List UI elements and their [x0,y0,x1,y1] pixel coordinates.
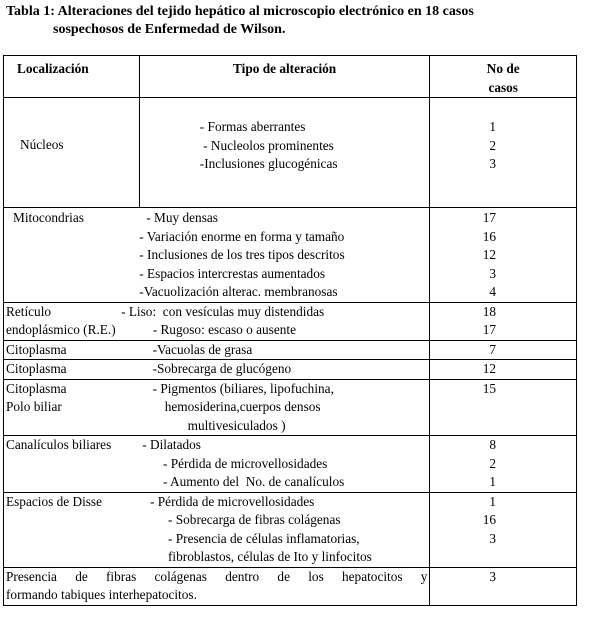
table-row-citoplasma-grasa [4,340,577,360]
type-label: - Pigmentos (biliares, lipofuchina, [152,380,334,396]
table-row-citoplasma-glucogeno [4,360,577,380]
location-label: Citoplasma [6,361,67,376]
table-row-reticulo [4,302,577,340]
table-row-mitocondrias [4,208,577,303]
type-label: fibroblastos, células de Ito y linfocitos [168,549,372,564]
count-cell: 1 16 3 [430,492,577,567]
count-cell: 1 2 3 [430,98,577,208]
location-type-cell [4,436,430,493]
type-label: - Dilatados [142,437,201,452]
caption-line-2: sospechosos de Enfermedad de Wilson. [53,22,286,37]
location-label: Citoplasma [6,380,67,396]
table-row-nucleos [4,98,577,208]
description-cell: Presencia de fibras colágenas dentro de los hepatocitos y formando tabiques interhepatocitos. [4,567,430,605]
table-row-disse [4,492,577,567]
type-cell: - Muy densas - Variación enorme en forma y tamaño - Inclusiones de los tres tipos descritos - Espacios intercrestas aumentados -Vacuolización alterac. membranosas [139,208,430,303]
header-location: Localización [4,56,140,98]
count-cell: 15 [430,379,577,436]
type-label: - Pérdida de microvellosidades [163,455,328,471]
location-label: Polo biliar [6,399,62,414]
location-label: Citoplasma [6,341,67,357]
count-cell: 8 2 1 [430,436,577,493]
header-type: Tipo de alteración [139,56,430,98]
table-caption [6,3,596,39]
type-label: hemosiderina,cuerpos densos [154,399,321,414]
header-cases: No de casos [430,56,577,98]
type-label: - Aumento del No. de canalículos [163,474,345,489]
type-label: -Sobrecarga de glucógeno [152,361,292,376]
table-row-citoplasma-polo-biliar [4,379,577,436]
count-cell: 3 [430,567,577,605]
location-cell: Núcleos [4,98,140,208]
count-cell: 12 [430,360,577,380]
location-type-cell [4,340,430,360]
location-type-cell [4,492,430,567]
alterations-table [3,55,577,606]
count-cell: 17 16 12 3 4 [430,208,577,303]
count-cell: 18 17 [430,302,577,340]
count-cell: 7 [430,340,577,360]
type-label: - Sobrecarga de fibras colágenas [168,512,341,527]
caption-line-1: Tabla 1: Alteraciones del tejido hepático al microscopio electrónico en 18 casos [6,4,474,19]
location-cell: Mitocondrias [4,208,140,303]
type-label: - Rugoso: escaso o ausente [152,322,296,337]
type-label: multivesiculados ) [181,417,286,433]
location-label: Retículo [6,303,52,319]
type-label: - Presencia de células inflamatorias, [168,530,360,546]
location-label: Canalículos biliares [6,437,112,452]
table-header-row [4,56,577,98]
location-label: endoplásmico (R.E.) [6,322,116,337]
location-type-cell [4,360,430,380]
location-label: Espacios de Disse [6,493,103,509]
type-label: - Pérdida de microvellosidades [150,493,315,509]
table-row-canaliculos [4,436,577,493]
table-row-fibras-colagenas [4,567,577,605]
location-type-cell [4,302,430,340]
type-cell: - Formas aberrantes - Nucleolos prominentes -Inclusiones glucogénicas [139,98,430,208]
location-type-cell [4,379,430,436]
type-label: - Liso: con vesículas muy distendidas [121,303,325,319]
type-label: -Vacuolas de grasa [152,341,253,357]
